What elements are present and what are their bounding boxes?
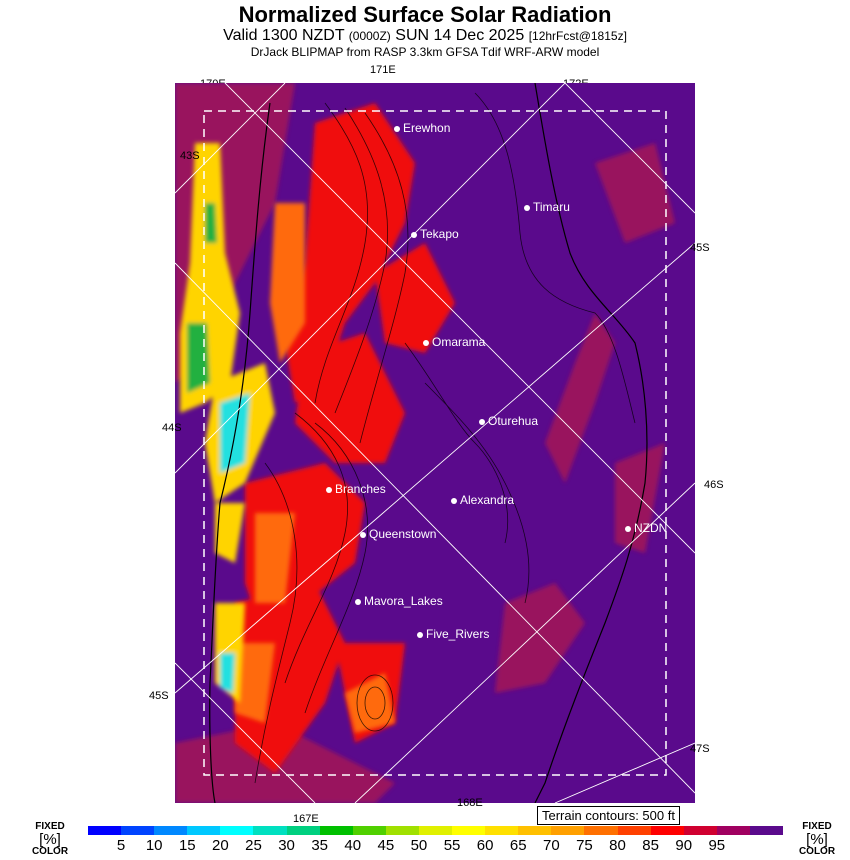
color-scale-swatch [253,826,286,835]
place-marker-alexandra: Alexandra [451,493,514,507]
place-marker-oturehua: Oturehua [479,414,538,428]
color-scale-swatch [386,826,419,835]
color-scale-swatch [684,826,717,835]
color-scale-tick-label: 70 [542,837,560,854]
color-scale-swatch [187,826,220,835]
color-scale-swatch [419,826,452,835]
bottom-label-167e: 167E [293,813,319,825]
color-scale-tick-label: 35 [311,837,328,854]
color-scale-ticks [88,837,783,857]
fixed-label: FIXED [35,821,65,832]
map-title: Normalized Surface Solar Radiation [238,2,612,27]
color-scale-tick-label: 45 [377,837,395,854]
left-label-45s: 45S [149,690,169,702]
color-scale-swatch [220,826,253,835]
place-marker-mavora-lakes: Mavora_Lakes [355,594,443,608]
valid-zulu: (0000Z) [348,29,391,43]
model-line: DrJack BLIPMAP from RASP 3.3km GFSA Tdif WRF-ARW model [250,45,600,59]
color-scale-swatch [651,826,684,835]
place-marker-erewhon: Erewhon [394,121,450,135]
color-label: COLOR [798,846,836,857]
color-scale-swatch [518,826,551,835]
place-marker-queenstown: Queenstown [360,527,436,541]
place-marker-branches: Branches [326,482,386,496]
top-label-171e: 171E [370,64,396,76]
terrain-contour-note: Terrain contours: 500 ft [537,806,680,825]
color-scale-swatch [452,826,485,835]
color-scale-swatch [551,826,584,835]
valid-prefix: Valid 1300 NZDT [223,27,345,44]
right-label-46s: 46S [704,479,724,491]
color-scale-swatch [154,826,187,835]
solar-radiation-map [175,83,695,803]
right-label-47s: 47S [690,743,710,755]
legend-fixed-right [797,822,837,857]
color-scale-tick-label: 75 [576,837,593,854]
color-scale-bar [88,826,783,835]
place-marker-timaru: Timaru [524,200,570,214]
color-scale-tick-label: 90 [675,837,693,854]
color-scale-tick-label: 30 [278,837,295,854]
color-scale-swatch [121,826,154,835]
color-scale-tick-label: 80 [609,837,626,854]
place-marker-omarama: Omarama [423,335,485,349]
legend-fixed-left [30,822,70,857]
left-label-43s: 43S [180,150,200,162]
color-scale-swatch [88,826,121,835]
place-marker-tekapo: Tekapo [411,227,459,241]
color-scale-tick-label: 40 [344,837,362,854]
place-marker-nzdn: NZDN [625,521,667,535]
color-scale-tick-label: 10 [145,837,163,854]
valid-time-line [0,27,850,45]
valid-date: SUN 14 Dec 2025 [395,27,525,44]
color-scale-swatch [353,826,386,835]
color-scale-tick-label: 55 [443,837,461,854]
color-scale-swatch [320,826,353,835]
color-label: COLOR [31,846,69,857]
color-scale-tick-label: 25 [245,837,262,854]
left-label-44s: 44S [162,422,182,434]
fixed-label: FIXED [802,821,832,832]
color-scale-tick-label: 85 [642,837,659,854]
forecast-tag: [12hrFcst@1815z] [528,29,627,43]
color-scale-swatch [485,826,518,835]
color-scale-tick-label: 50 [410,837,428,854]
color-scale-swatch [287,826,320,835]
place-marker-five-rivers: Five_Rivers [417,627,489,641]
color-scale-tick-label: 65 [509,837,527,854]
color-scale-tick-label: 60 [476,837,494,854]
color-scale-tick-label: 5 [116,837,126,854]
color-scale-swatch [717,826,750,835]
color-scale-tick-label: 20 [212,837,229,854]
color-scale-tick-label: 15 [178,837,196,854]
color-scale-swatch [618,826,651,835]
percent-label: [%] [39,831,61,848]
bottom-label-168e: 168E [457,797,483,809]
color-scale-swatch [750,826,783,835]
right-label-45s: 45S [690,242,710,254]
color-scale-tick-label: 95 [708,837,726,854]
percent-label: [%] [806,831,828,848]
color-scale-swatch [584,826,617,835]
